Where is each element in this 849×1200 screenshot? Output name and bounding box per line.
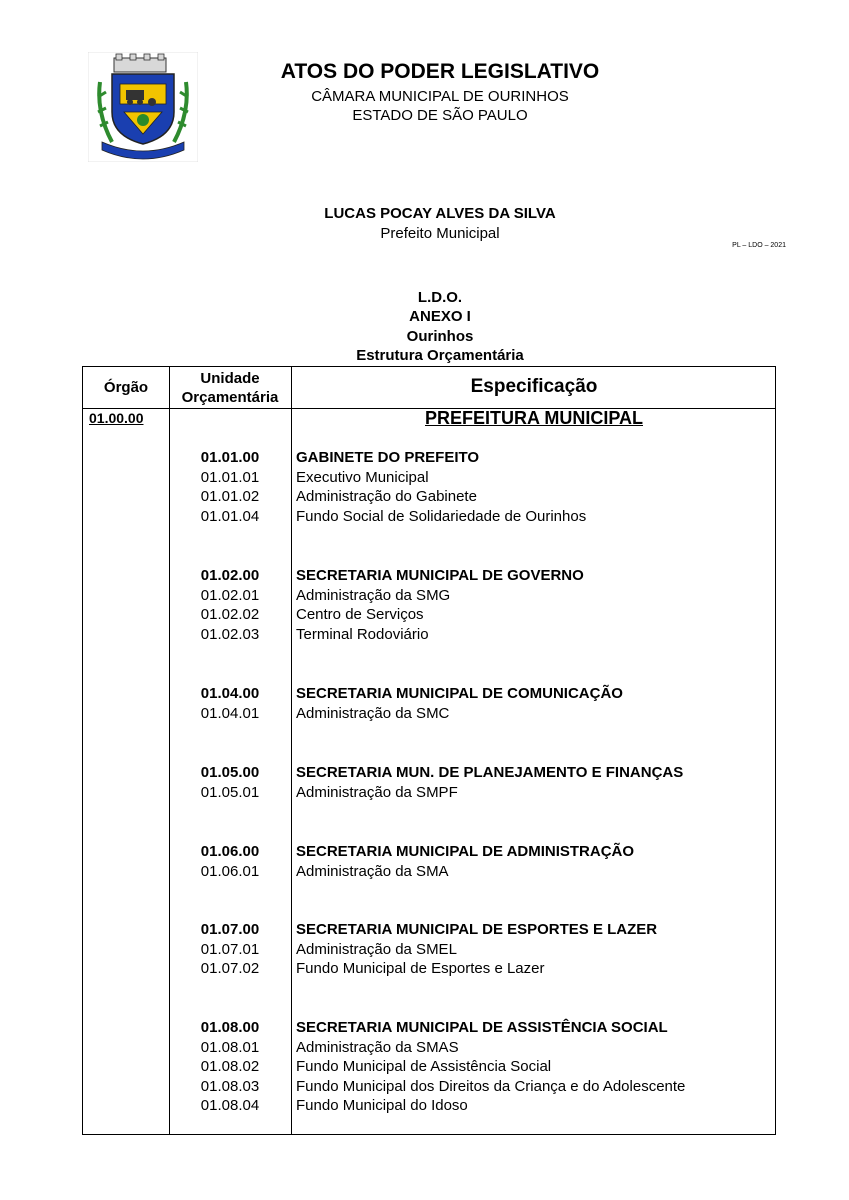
unit-code: 01.07.02 <box>200 960 260 977</box>
unit-descriptions <box>296 448 766 526</box>
unit-description: Fundo Municipal dos Direitos da Criança e do Adolescente <box>296 1077 686 1095</box>
unit-codes <box>169 1018 291 1116</box>
secretariat-name: GABINETE DO PREFEITO <box>296 449 480 466</box>
secretariat-name: SECRETARIA MUNICIPAL DE GOVERNO <box>296 567 584 584</box>
unit-code: 01.08.01 <box>200 1038 260 1056</box>
unit-descriptions <box>296 1018 766 1116</box>
unit-description: Fundo Municipal de Assistência Social <box>296 1058 552 1075</box>
state-name: ESTADO DE SÃO PAULO <box>352 107 528 124</box>
unit-code: 01.08.03 <box>200 1077 260 1095</box>
unit-description: Fundo Municipal do Idoso <box>296 1097 468 1114</box>
unit-code: 01.06.01 <box>200 862 260 880</box>
secretariat-name: SECRETARIA MUNICIPAL DE ASSISTÊNCIA SOCIAL <box>296 1019 668 1036</box>
unit-code-primary: 01.02.00 <box>200 567 260 584</box>
unit-code: 01.01.04 <box>200 507 260 525</box>
secretariat-name: SECRETARIA MUNICIPAL DE ADMINISTRAÇÃO <box>296 843 635 860</box>
unit-code-primary: 01.08.00 <box>200 1019 260 1036</box>
unit-code: 01.05.01 <box>200 783 260 801</box>
unit-description: Administração da SMC <box>296 704 450 722</box>
municipal-crest-logo <box>88 52 198 162</box>
column-header-unidade-line1: Unidade <box>200 370 260 387</box>
unit-codes <box>169 763 291 802</box>
unit-descriptions <box>296 684 766 723</box>
unit-code-primary: 01.07.00 <box>200 921 260 938</box>
orgao-code: 01.00.00 <box>89 410 144 426</box>
caption-ldo: L.D.O. <box>417 289 463 306</box>
unit-descriptions <box>296 842 766 881</box>
unit-description: Administração da SMPF <box>296 783 458 801</box>
document-reference: PL – LDO – 2021 <box>732 242 786 249</box>
unit-code-primary: 01.01.00 <box>200 449 260 466</box>
unit-description: Administração da SMG <box>296 586 451 604</box>
unit-descriptions <box>296 920 766 979</box>
signatory-name: LUCAS POCAY ALVES DA SILVA <box>324 205 556 222</box>
unit-code-primary: 01.05.00 <box>200 764 260 781</box>
unit-descriptions <box>296 763 766 802</box>
secretariat-name: SECRETARIA MUNICIPAL DE COMUNICAÇÃO <box>296 685 623 702</box>
unit-description: Fundo Municipal de Esportes e Lazer <box>296 960 545 977</box>
unit-code: 01.08.04 <box>200 1097 260 1114</box>
column-header-orgao: Órgão <box>103 379 149 396</box>
budget-structure-table <box>82 366 776 1135</box>
unit-codes <box>169 448 291 526</box>
unit-description: Administração da SMAS <box>296 1038 459 1056</box>
unit-codes <box>169 566 291 644</box>
unit-description: Centro de Serviços <box>296 606 424 623</box>
secretariat-name: SECRETARIA MUN. DE PLANEJAMENTO E FINANÇAS <box>296 764 684 781</box>
unit-code: 01.02.03 <box>200 625 260 643</box>
unit-description: Administração da SMA <box>296 862 449 880</box>
caption-structure: Estrutura Orçamentária <box>356 347 524 364</box>
unit-code-primary: 01.06.00 <box>200 843 260 860</box>
unit-description: Administração da SMEL <box>296 940 457 958</box>
unit-code: 01.01.01 <box>200 468 260 486</box>
unit-codes <box>169 684 291 723</box>
unit-descriptions <box>296 566 766 644</box>
unit-codes <box>169 920 291 979</box>
unit-description: Administração do Gabinete <box>296 488 477 505</box>
unit-code: 01.07.01 <box>200 940 260 958</box>
unit-code: 01.08.02 <box>200 1058 260 1075</box>
caption-city: Ourinhos <box>406 328 474 345</box>
secretariat-name: SECRETARIA MUNICIPAL DE ESPORTES E LAZER <box>296 921 658 938</box>
column-header-especificacao: Especificação <box>470 376 598 397</box>
document-header-title: ATOS DO PODER LEGISLATIVO <box>280 60 600 83</box>
unit-code: 01.02.02 <box>200 606 260 623</box>
unit-code: 01.02.01 <box>200 586 260 604</box>
signatory-role: Prefeito Municipal <box>380 225 500 242</box>
orgao-name: PREFEITURA MUNICIPAL <box>425 408 643 428</box>
unit-description: Terminal Rodoviário <box>296 625 429 643</box>
unit-description: Executivo Municipal <box>296 468 429 486</box>
column-header-unidade <box>169 369 291 407</box>
unit-code: 01.04.01 <box>200 704 260 722</box>
caption-annex: ANEXO I <box>409 308 471 325</box>
column-divider <box>291 367 292 1134</box>
unit-code: 01.01.02 <box>200 488 260 505</box>
unit-description: Fundo Social de Solidariedade de Ourinhos <box>296 507 587 525</box>
unit-codes <box>169 842 291 881</box>
column-header-unidade-line2: Orçamentária <box>181 389 279 406</box>
chamber-name: CÂMARA MUNICIPAL DE OURINHOS <box>311 88 569 105</box>
unit-code-primary: 01.04.00 <box>200 685 260 702</box>
